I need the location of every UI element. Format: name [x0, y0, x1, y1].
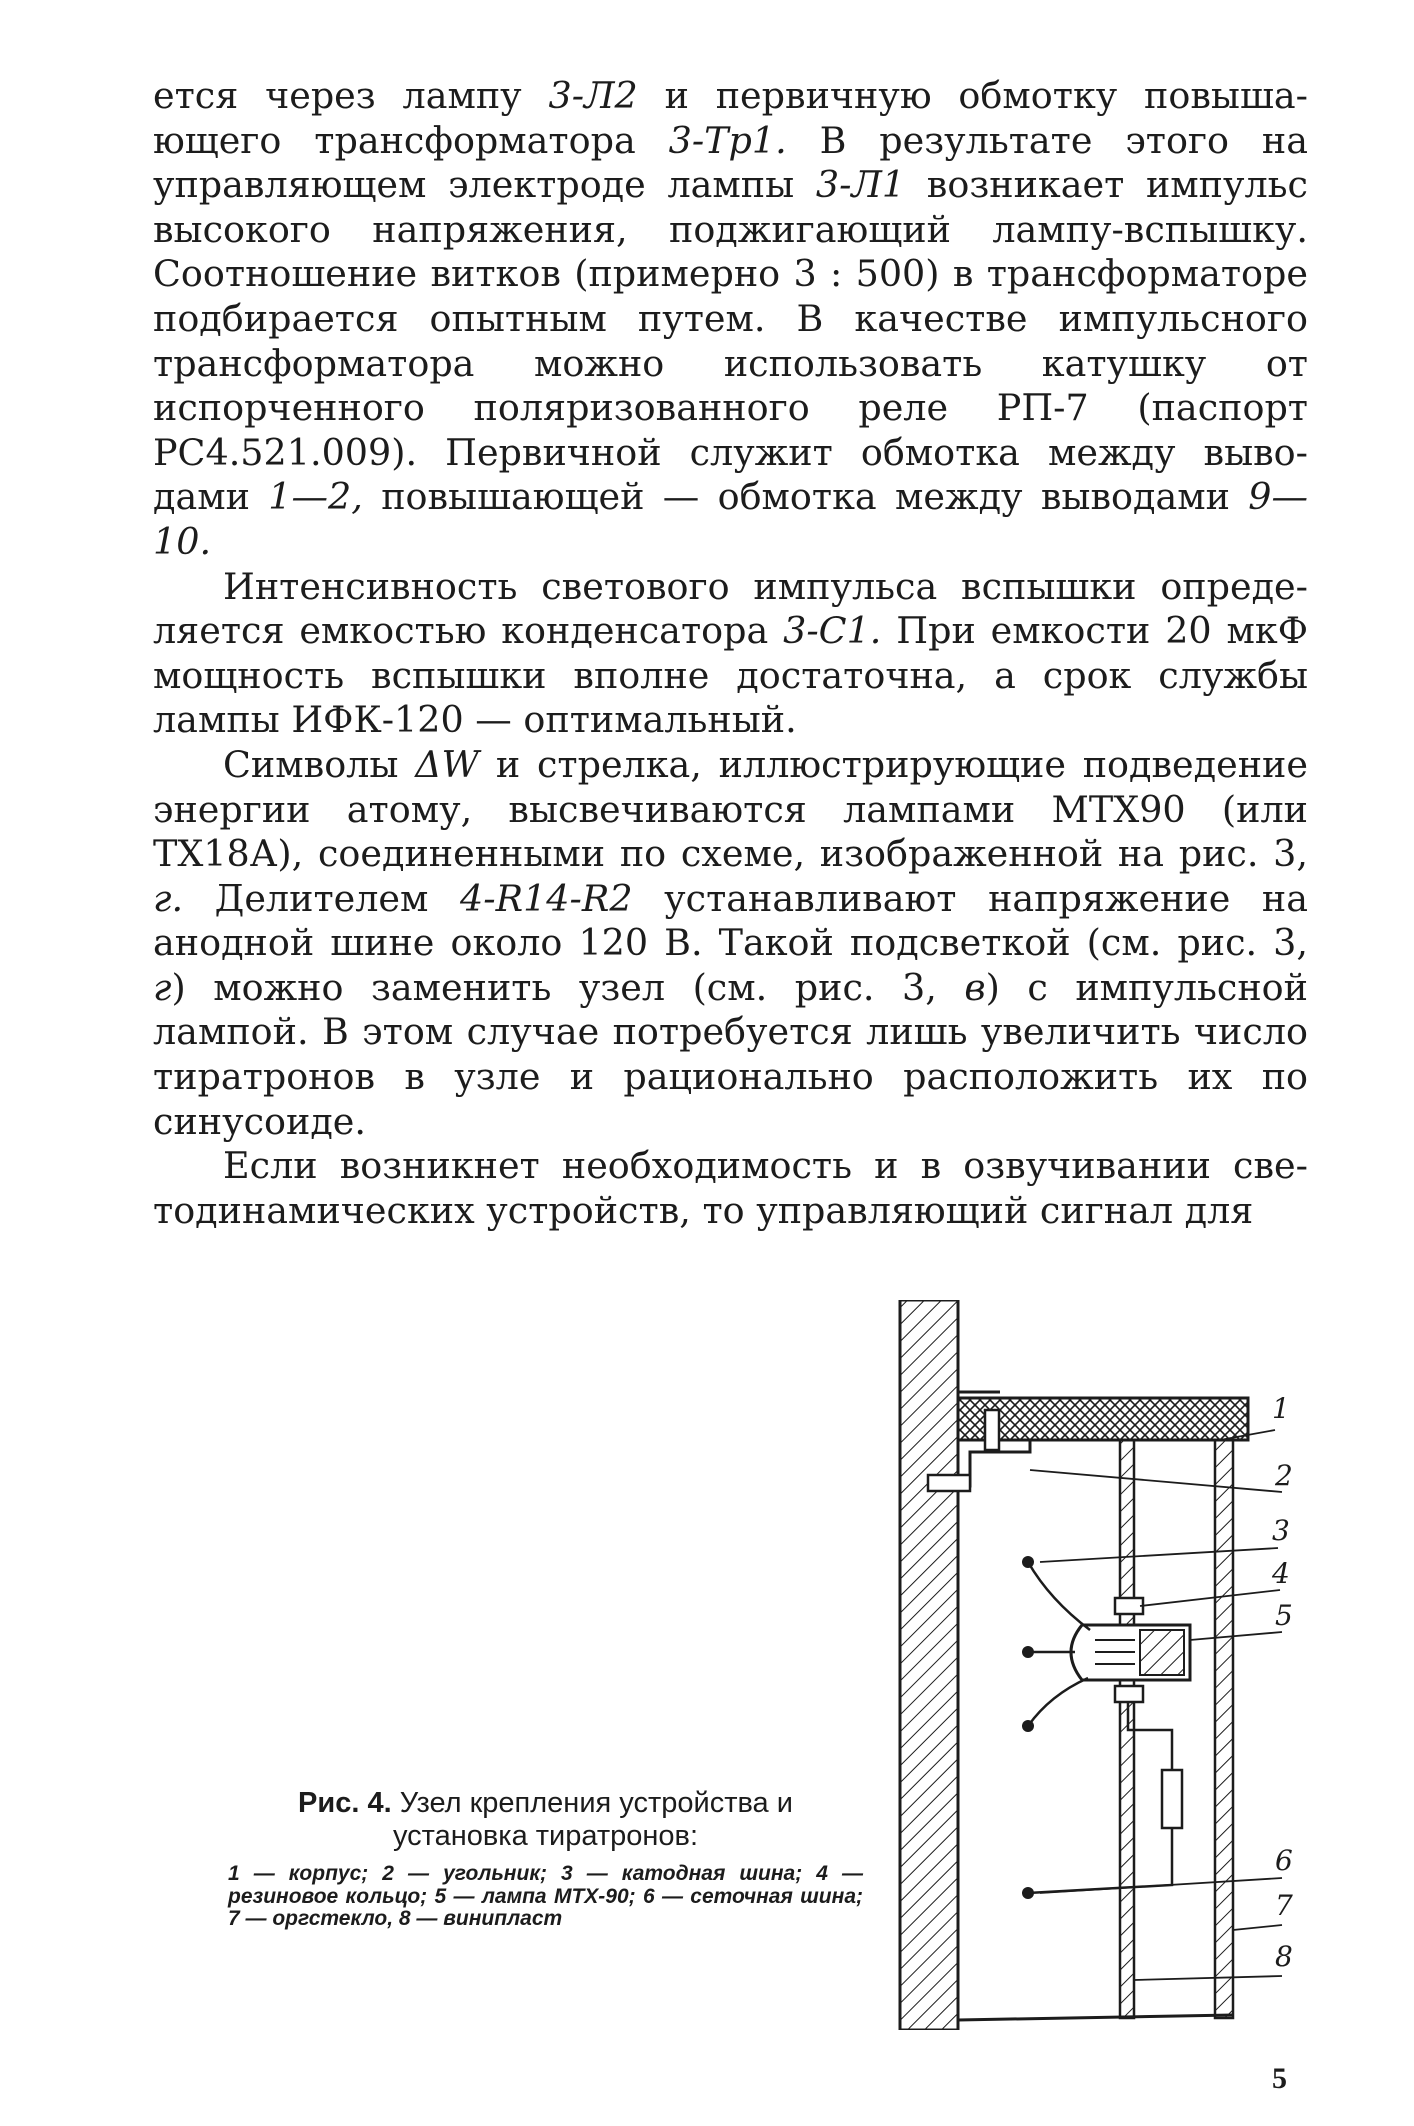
text-run: возникает импульс высокого напряжения, поджигающий лампу-вспышку. Соотношение витков (примерно 3 : 500) в трансформаторе подбирается опытным путем. В качестве импульсного трансформатора можно использовать катушку от испорченного поляризованного реле РП-7 (паспорт РС4.521.009). Первичной служит обмотка между выводами	[153, 163, 1308, 519]
label-4: 4	[1272, 1557, 1290, 1590]
resistor	[1162, 1770, 1182, 1828]
text-run: ется через лампу	[153, 74, 549, 117]
label-8: 8	[1275, 1940, 1293, 1973]
italic-ref: 3-Л1	[815, 163, 906, 207]
text-run: Если возникнет необходимость и в озвучивании светодинамических устройств, то управляющий сигнал для	[153, 1144, 1308, 1232]
text-run: Интенсивность светового импульса вспышки определяется емкостью конденсатора	[153, 564, 1308, 653]
italic-ref: 1—2,	[268, 475, 363, 519]
label-5: 5	[1275, 1599, 1293, 1632]
label-1: 1	[1272, 1392, 1290, 1425]
text-run: устанавливают напряжение на анодной шине около 120 В. Такой подсветкой (см. рис. 3,	[153, 876, 1308, 965]
figure-caption	[228, 1787, 863, 1931]
plexiglass-plate	[1215, 1440, 1233, 2018]
italic-ref: 9—10.	[153, 475, 1308, 563]
label-6: 6	[1275, 1844, 1293, 1877]
italic-ref: г.	[153, 876, 184, 920]
caption-title	[228, 1787, 863, 1853]
italic-ref: ΔW	[415, 742, 480, 786]
main-text	[153, 74, 1308, 1233]
label-7: 7	[1275, 1889, 1293, 1922]
paragraph-1	[153, 74, 1308, 565]
caption-legend: 1 — корпус; 2 — угольник; 3 — катодная шина; 4 — резиновое кольцо; 5 — лампа МТХ-90; 6 — сеточная шина; 7 — оргстекло, 8 — винипласт	[228, 1862, 863, 1930]
text-run: ) можно заменить узел (см. рис. 3,	[171, 965, 965, 1009]
italic-ref: 3-Тр1.	[668, 118, 787, 162]
text-run: и стрелка, иллюстрирующие подведение энергии атому, высвечиваются лампами МТХ90 (или ТХ18А), соединенными по схеме, изображенной на рис. 3,	[153, 742, 1308, 876]
italic-ref: 4-R14-R2	[460, 876, 633, 920]
text-run: При емкости 20 мкФ мощность вспышки вполне достаточна, а срок службы лампы ИФК-120 — оптимальный.	[153, 609, 1308, 742]
italic-ref: в	[964, 965, 986, 1009]
text-run: Символы	[223, 742, 416, 786]
italic-ref: 3-Л2	[548, 74, 638, 117]
italic-ref: г	[153, 965, 172, 1009]
paragraph-3	[153, 743, 1308, 1144]
text-run: и первичную обмотку повышающего трансформатора	[153, 74, 1308, 162]
text-run: В результате этого на управляющем электроде лампы	[153, 118, 1308, 207]
label-2: 2	[1275, 1459, 1293, 1492]
top-plate	[958, 1398, 1248, 1440]
caption-text: Узел крепления устройства и установка тиратронов:	[391, 1787, 793, 1852]
text-run: ) с импульсной лампой. В этом случае потребуется лишь увеличить число тиратронов в узле и рационально расположить их по синусоиде.	[153, 965, 1308, 1143]
paragraph-2	[153, 565, 1308, 743]
figure-4-diagram	[890, 1300, 1330, 2030]
label-3: 3	[1272, 1514, 1290, 1547]
italic-ref: 3-С1.	[783, 609, 882, 653]
rubber-ring	[1115, 1598, 1143, 1614]
wall-hatched	[900, 1300, 958, 2030]
text-run: повышающей — обмотка между выводами	[362, 475, 1249, 519]
text-run: Делителем	[183, 876, 461, 920]
caption-prefix: Рис. 4.	[298, 1787, 392, 1819]
page-number: 5	[1272, 2062, 1287, 2095]
paragraph-4	[153, 1144, 1308, 1233]
